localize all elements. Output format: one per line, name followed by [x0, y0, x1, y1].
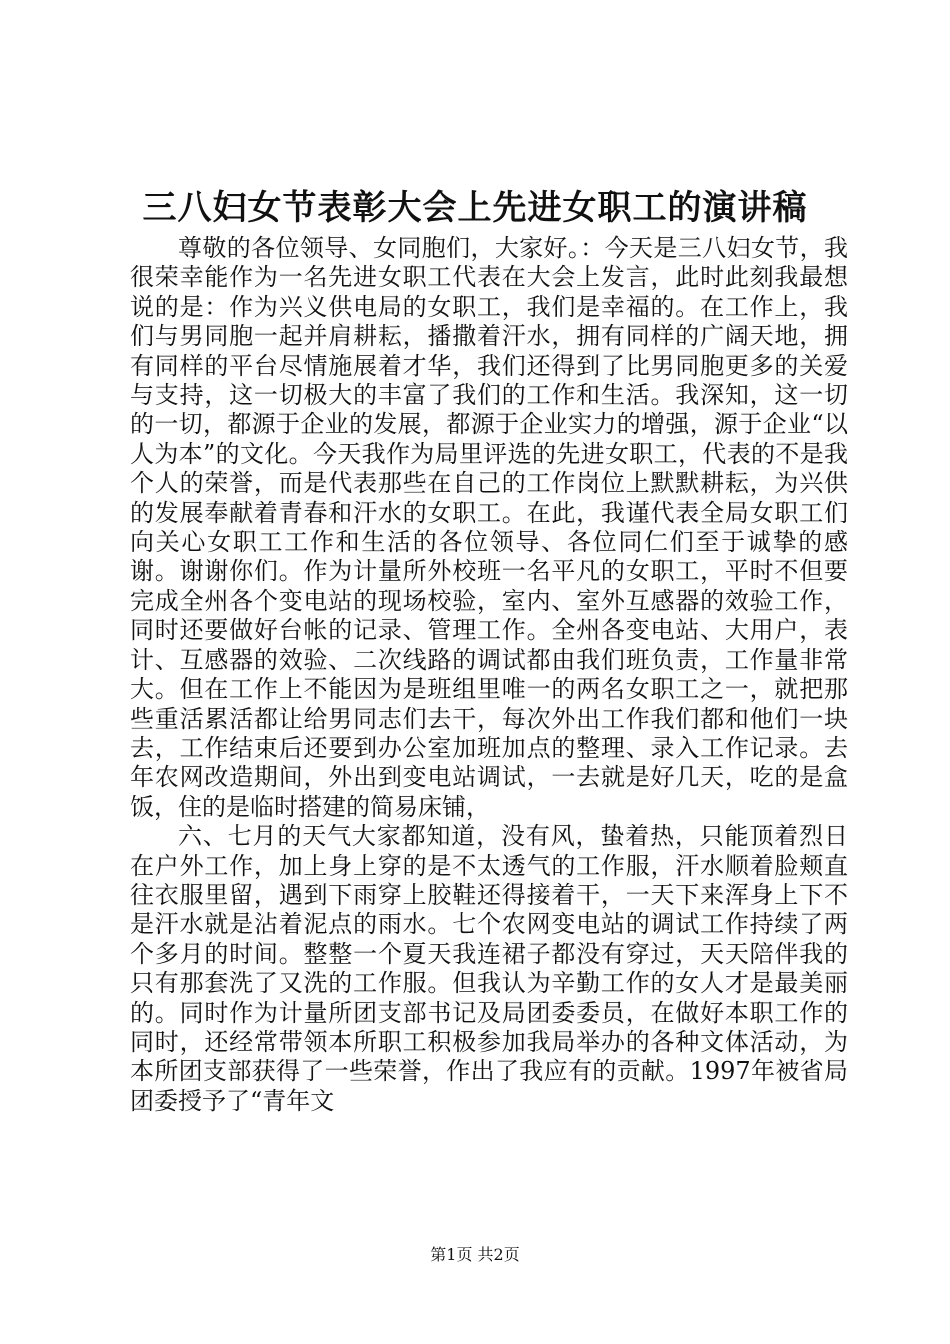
paragraph-1: 尊敬的各位领导、女同胞们，大家好。：今天是三八妇女节，我很荣幸能作为一名先进女职工代表在大会上发言，此时此刻我最想说的是：作为兴义供电局的女职工，我们是幸福的。在工作上，我们与男同胞一起并肩耕耘，播撒着汗水，拥有同样的广阔天地，拥有同样的平台尽情施展着才华，我们还得到了比男同胞更多的关爱与支持，这一切极大的丰富了我们的工作和生活。我深知，这一切的一切，都源于企业的发展，都源于企业实力的增强，源于企业“以人为本”的文化。今天我作为局里评选的先进女职工，代表的不是我个人的荣誉，而是代表那些在自己的工作岗位上默默耕耘，为兴供的发展奉献着青春和汗水的女职工。在此，我谨代表全局女职工们向关心女职工工作和生活的各位领导、各位同仁们至于诚挚的感谢。谢谢你们。作为计量所外校班一名平凡的女职工，平时不但要完成全州各个变电站的现场校验，室内、室外互感器的效验工作，同时还要做好台帐的记录、管理工作。全州各变电站、大用户，表计、互感器的效验、二次线路的调试都由我们班负责，工作量非常大。但在工作上不能因为是班组里唯一的两名女职工之一，就把那些重活累活都让给男同志们去干，每次外出工作我们都和他们一块去，工作结束后还要到办公室加班加点的整理、录入工作记录。去年农网改造期间，外出到变电站调试，一去就是好几天，吃的是盒饭，住的是临时搭建的简易床铺，: [130, 234, 848, 821]
page-footer: 第1页 共2页: [430, 1245, 520, 1264]
paragraph-2: 六、七月的天气大家都知道，没有风，蛰着热，只能顶着烈日在户外工作，加上身上穿的是不太透气的工作服，汗水顺着脸颊直往衣服里留，遇到下雨穿上胶鞋还得接着干，一天下来浑身上下不是汗水就是沾着泥点的雨水。七个农网变电站的调试工作持续了两个多月的时间。整整一个夏天我连裙子都没有穿过，天天陪伴我的只有那套洗了又洗的工作服。但我认为辛勤工作的女人才是最美丽的。同时作为计量所团支部书记及局团委委员，在做好本职工作的同时，还经常带领本所职工积极参加我局举办的各种文体活动，为本所团支部获得了一些荣誉，作出了我应有的贡献。1997年被省局团委授予了“青年文: [130, 822, 848, 1115]
document-title: 三八妇女节表彰大会上先进女职工的演讲稿: [142, 188, 808, 228]
document-body: [130, 234, 848, 1116]
